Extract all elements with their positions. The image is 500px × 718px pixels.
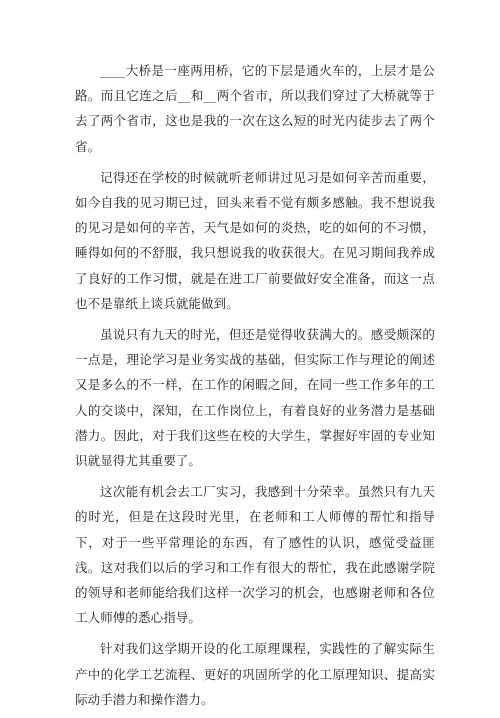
paragraph-bridge: ____大桥是一座两用桥，它的下层是通火车的，上层才是公路。而且它连之后__和__两个省市，所以我们穿过了大桥就等于去了两个省市，这也是我的一次在这么短的时光内徒步去了两个省。 <box>75 63 435 154</box>
paragraph-internship-reflection: 记得还在学校的时候就听老师讲过见习是如何辛苦而重要，如今自我的见习期已过，回头来看不觉有颇多感触。我不想说我的见习是如何的辛苦，天气是如何的炎热，吃的如何的不习惯，睡得如何的不舒服，我只想说我的收获很大。在见习期间我养成了良好的工作习惯，就是在进工厂前要做好安全准备，而这一点也不是靠纸上谈兵就能做到。 <box>75 169 435 311</box>
paragraph-course: 针对我们这学期开设的化工原理课程，实践性的了解实际生产中的化学工艺流程、更好的巩固所学的化工原理知识、提高实际动手潜力和操作潜力。 <box>75 641 435 707</box>
paragraph-gratitude: 这次能有机会去工厂实习，我感到十分荣幸。虽然只有九天的时光，但是在这段时光里，在老师和工人师傅的帮忙和指导下，对于一些平常理论的东西，有了感性的认识，感觉受益匪浅。这对我们以后的学习和工作有很大的帮忙，我在此感谢学院的领导和老师能给我们这样一次学习的机会，也感谢老师和各位工人师傅的悉心指导。 <box>75 484 435 626</box>
document-body <box>75 58 435 718</box>
paragraph-nine-days: 虽说只有九天的时光，但还是觉得收获满大的。感受颇深的一点是，理论学习是业务实战的基础，但实际工作与理论的阐述又是多么的不一样，在工作的闲暇之间，在同一些工作多年的工人的交谈中，深知，在工作岗位上，有着良好的业务潜力是基础潜力。因此，对于我们这些在校的大学生，掌握好牢固的专业知识就显得尤其重要了。 <box>75 327 435 469</box>
